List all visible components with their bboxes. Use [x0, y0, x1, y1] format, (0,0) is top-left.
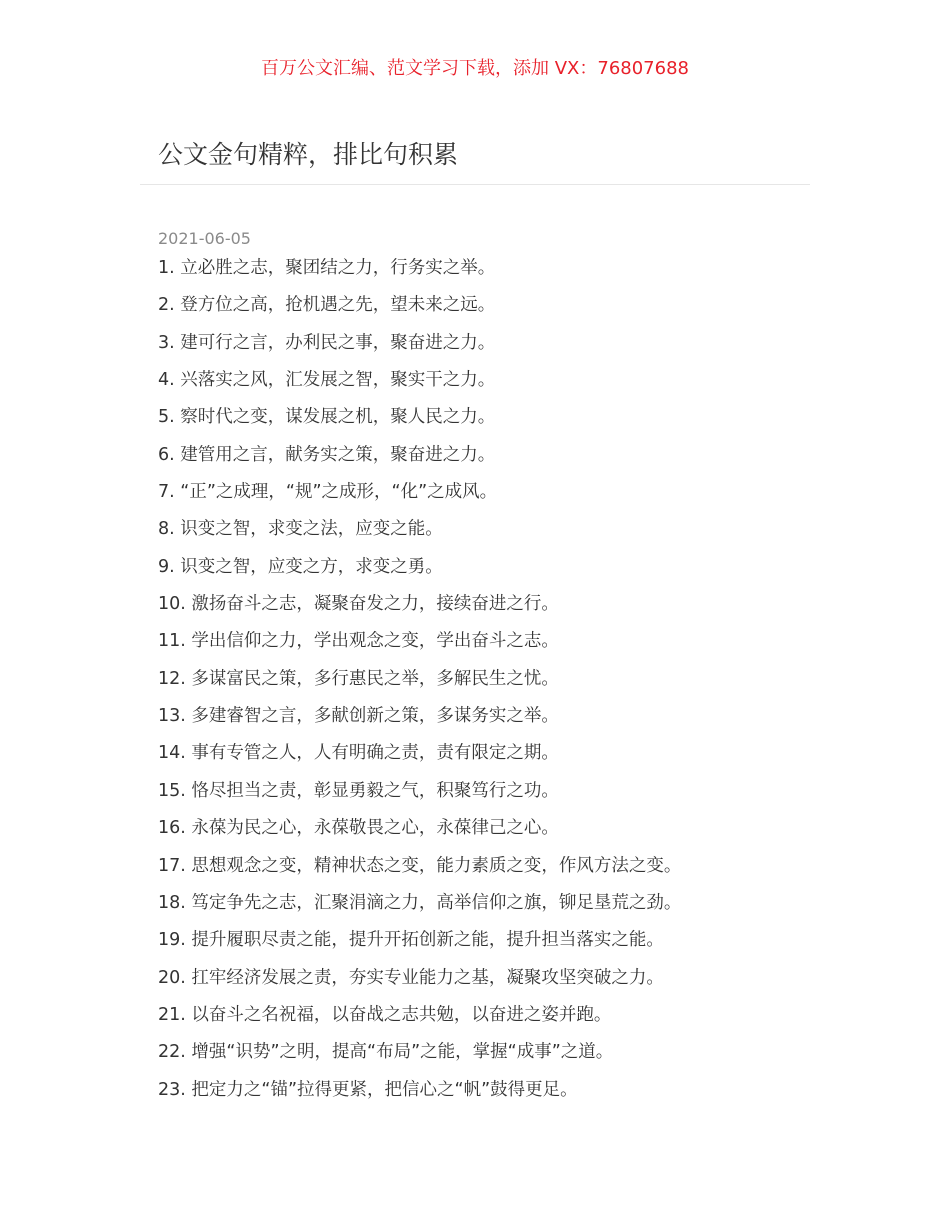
list-item: 23. 把定力之“锚”拉得更紧，把信心之“帆”鼓得更足。	[158, 1079, 578, 1100]
list-item: 13. 多建睿智之言，多献创新之策，多谋务实之举。	[158, 706, 559, 727]
phrase-list	[158, 250, 808, 1109]
list-item: 7. “正”之成理，“规”之成形，“化”之成风。	[158, 482, 498, 503]
list-item: 8. 识变之智，求变之法，应变之能。	[158, 519, 443, 540]
list-item: 1. 立必胜之志，聚团结之力，行务实之举。	[158, 258, 496, 278]
list-item: 21. 以奋斗之名祝福，以奋战之志共勉，以奋进之姿并跑。	[158, 1004, 612, 1025]
list-item: 20. 扛牢经济发展之责，夯实专业能力之基，凝聚攻坚突破之力。	[158, 967, 664, 988]
list-item: 17. 思想观念之变，精神状态之变，能力素质之变，作风方法之变。	[158, 855, 682, 876]
list-item: 16. 永葆为民之心，永葆敬畏之心，永葆律己之心。	[158, 818, 559, 839]
list-item: 10. 激扬奋斗之志，凝聚奋发之力，接续奋进之行。	[158, 594, 559, 615]
list-item: 4. 兴落实之风，汇发展之智，聚实干之力。	[158, 370, 496, 391]
list-item: 2. 登方位之高，抢机遇之先，望未来之远。	[158, 295, 496, 316]
list-item: 18. 笃定争先之志，汇聚涓滴之力，高举信仰之旗，铆足垦荒之劲。	[158, 892, 682, 913]
article-title: 公文金句精粹，排比句积累	[158, 140, 459, 169]
list-item: 3. 建可行之言，办利民之事，聚奋进之力。	[158, 332, 496, 353]
list-item: 12. 多谋富民之策，多行惠民之举，多解民生之忧。	[158, 668, 559, 689]
list-item: 5. 察时代之变，谋发展之机，聚人民之力。	[158, 407, 496, 428]
list-item: 6. 建管用之言，献务实之策，聚奋进之力。	[158, 444, 496, 465]
list-item: 22. 增强“识势”之明，提高“布局”之能，掌握“成事”之道。	[158, 1042, 614, 1063]
list-item: 9. 识变之智，应变之方，求变之勇。	[158, 556, 443, 577]
list-item: 19. 提升履职尽责之能，提升开拓创新之能，提升担当落实之能。	[158, 930, 664, 951]
title-divider	[140, 184, 810, 185]
list-item: 11. 学出信仰之力，学出观念之变，学出奋斗之志。	[158, 631, 559, 652]
list-item: 15. 恪尽担当之责，彰显勇毅之气，积聚笃行之功。	[158, 780, 559, 801]
publish-date: 2021-06-05	[158, 229, 251, 248]
list-item: 14. 事有专管之人，人有明确之责，责有限定之期。	[158, 743, 559, 764]
promo-banner: 百万公文汇编、范文学习下载，添加 VX：76807688	[261, 58, 689, 79]
